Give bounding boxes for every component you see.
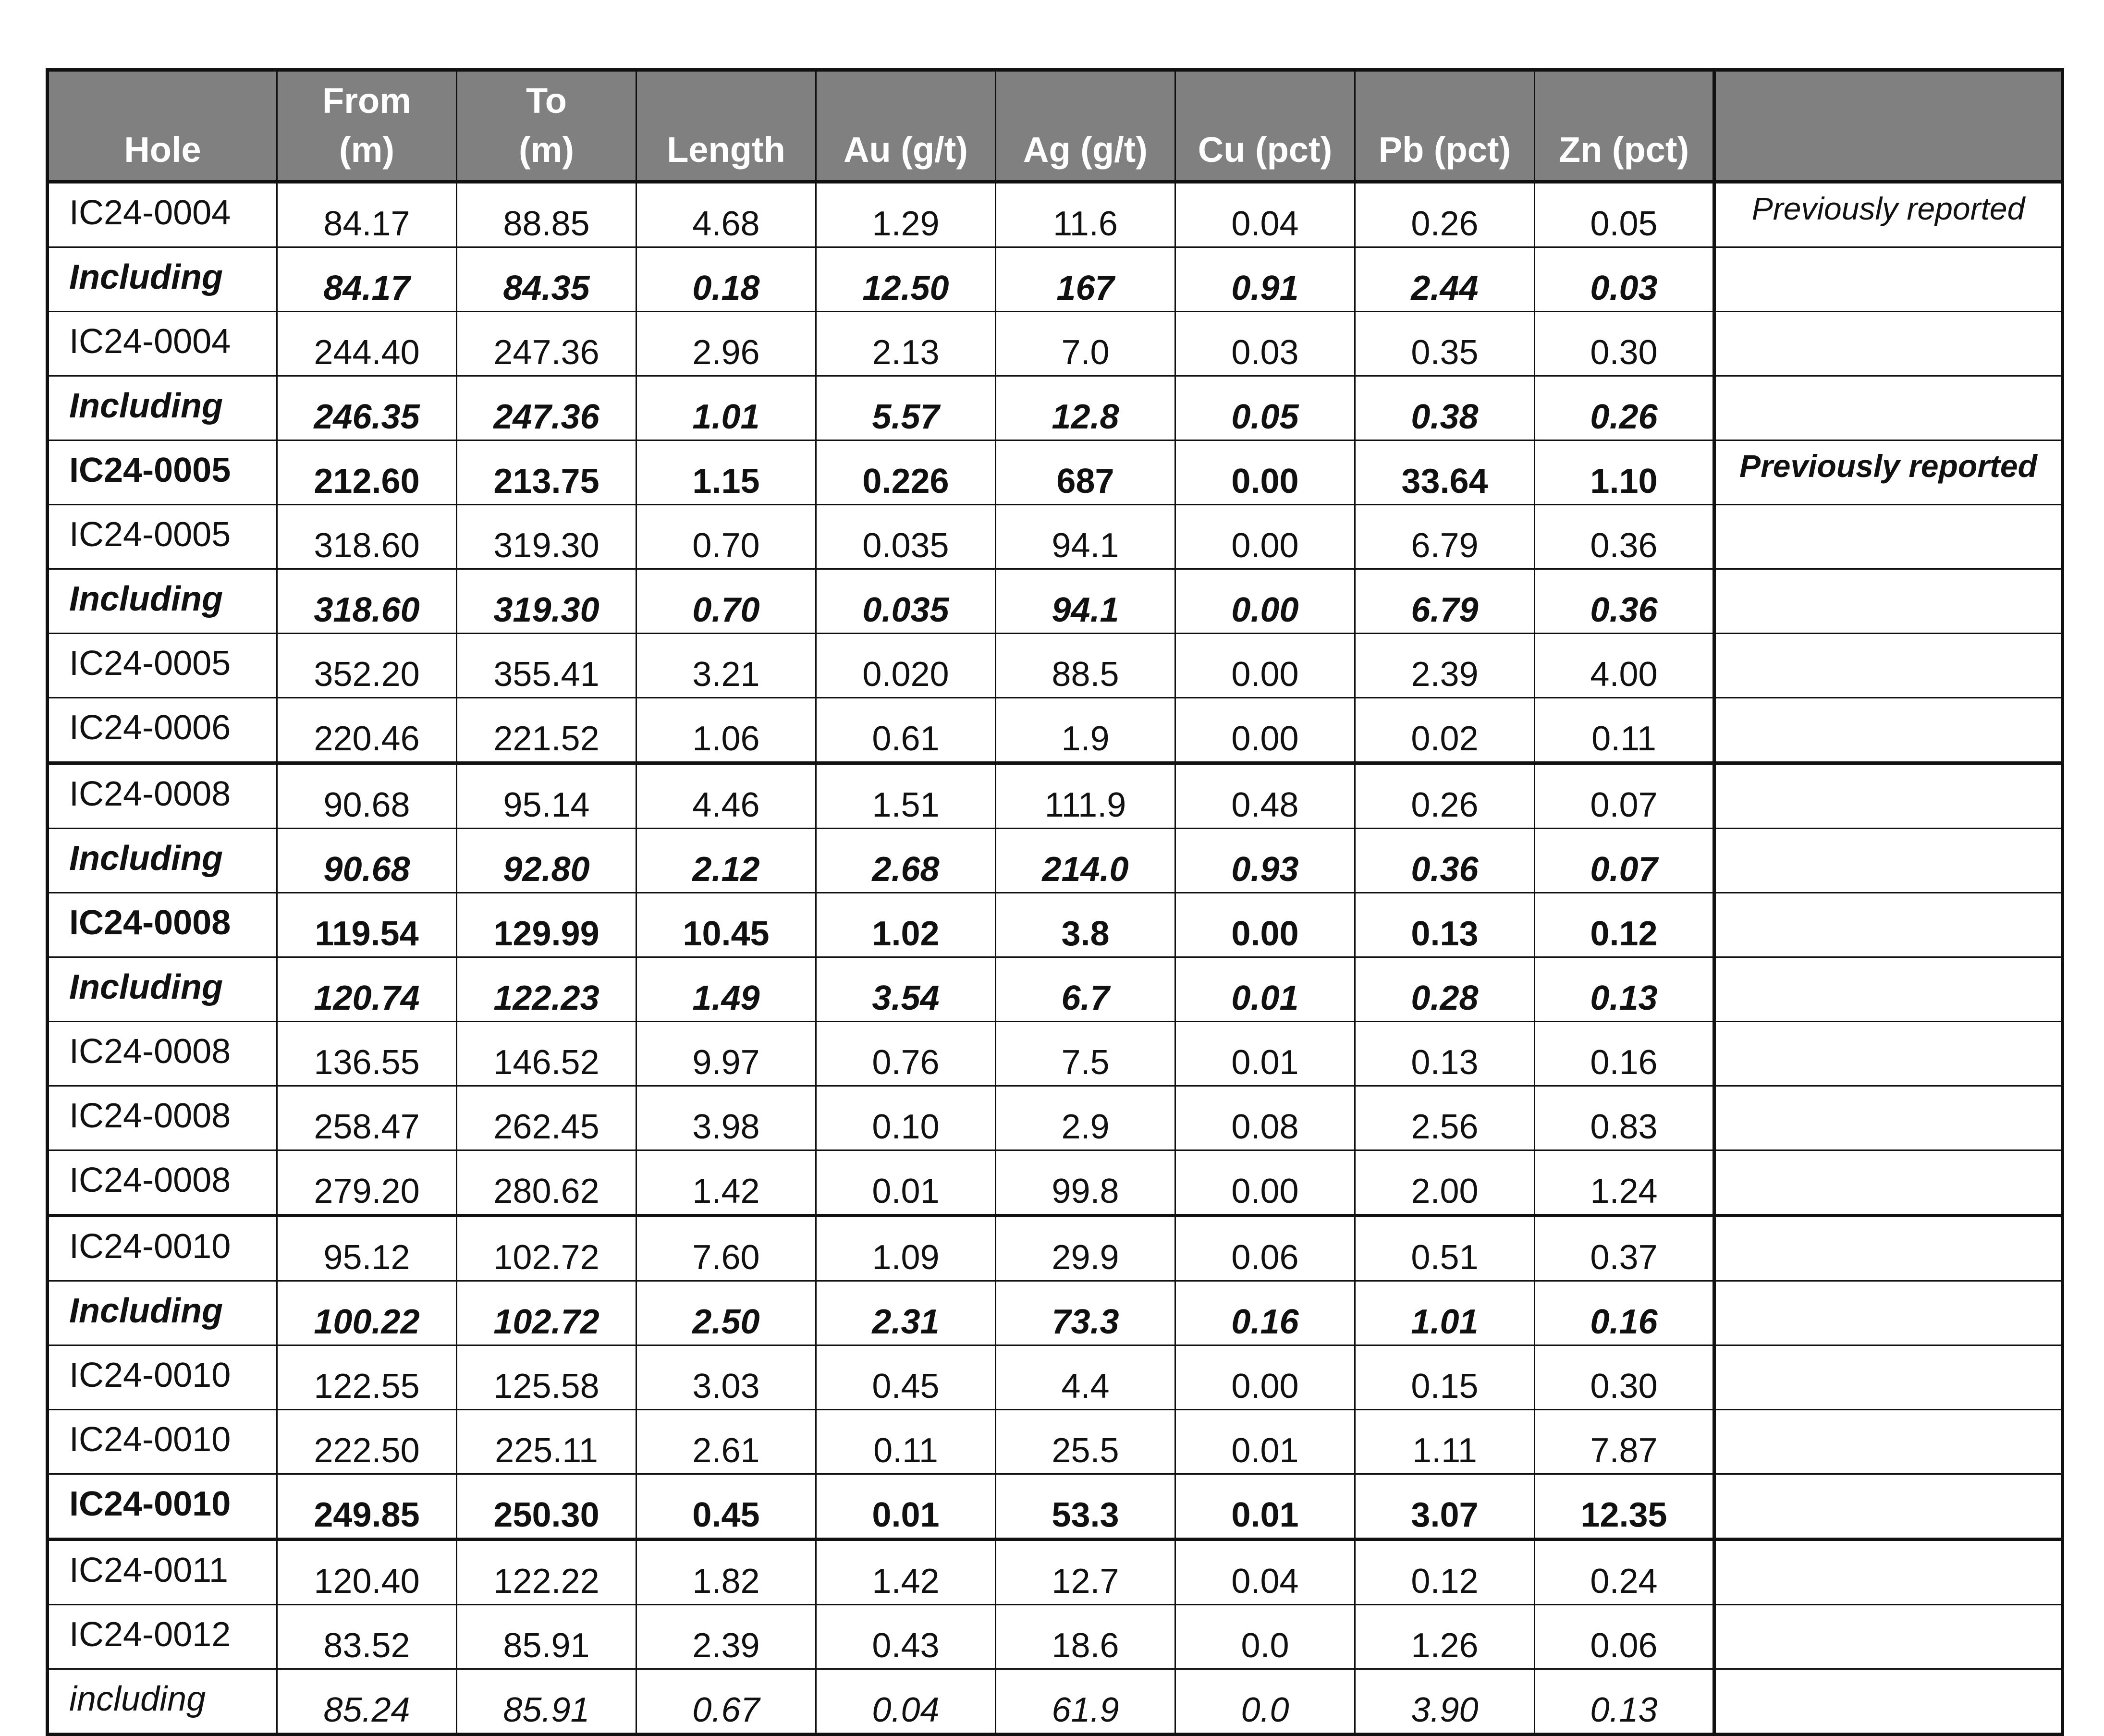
cell-note bbox=[1714, 1605, 2063, 1669]
cell-from: 120.74 bbox=[277, 957, 457, 1022]
cell-to: 213.75 bbox=[457, 440, 636, 505]
cell-length: 2.61 bbox=[636, 1410, 816, 1474]
cell-note bbox=[1714, 505, 2063, 569]
cell-ag: 88.5 bbox=[996, 634, 1175, 698]
table-body bbox=[48, 182, 2063, 1735]
cell-cu: 0.00 bbox=[1175, 505, 1355, 569]
cell-zn: 0.83 bbox=[1535, 1086, 1714, 1150]
cell-cu: 0.16 bbox=[1175, 1281, 1355, 1345]
cell-zn: 0.06 bbox=[1535, 1605, 1714, 1669]
cell-pb: 0.13 bbox=[1355, 1022, 1535, 1086]
cell-cu: 0.06 bbox=[1175, 1216, 1355, 1281]
cell-zn: 0.36 bbox=[1535, 569, 1714, 634]
cell-length: 1.01 bbox=[636, 376, 816, 440]
cell-au: 1.29 bbox=[816, 182, 996, 247]
cell-cu: 0.00 bbox=[1175, 1150, 1355, 1216]
cell-zn: 1.24 bbox=[1535, 1150, 1714, 1216]
cell-from: 136.55 bbox=[277, 1022, 457, 1086]
cell-zn: 0.30 bbox=[1535, 1345, 1714, 1410]
table-row bbox=[48, 1345, 2063, 1410]
table-row bbox=[48, 1410, 2063, 1474]
cell-from: 85.24 bbox=[277, 1669, 457, 1735]
cell-pb: 0.26 bbox=[1355, 182, 1535, 247]
cell-hole: IC24-0004 bbox=[48, 312, 277, 376]
cell-au: 1.02 bbox=[816, 893, 996, 957]
cell-zn: 0.05 bbox=[1535, 182, 1714, 247]
table-row bbox=[48, 634, 2063, 698]
cell-au: 5.57 bbox=[816, 376, 996, 440]
table-row bbox=[48, 1605, 2063, 1669]
cell-ag: 2.9 bbox=[996, 1086, 1175, 1150]
cell-cu: 0.0 bbox=[1175, 1669, 1355, 1735]
cell-from: 279.20 bbox=[277, 1150, 457, 1216]
cell-ag: 7.5 bbox=[996, 1022, 1175, 1086]
cell-zn: 0.13 bbox=[1535, 1669, 1714, 1735]
cell-au: 0.11 bbox=[816, 1410, 996, 1474]
cell-au: 1.09 bbox=[816, 1216, 996, 1281]
cell-pb: 3.90 bbox=[1355, 1669, 1535, 1735]
cell-au: 0.035 bbox=[816, 569, 996, 634]
cell-from: 246.35 bbox=[277, 376, 457, 440]
cell-hole: IC24-0008 bbox=[48, 1086, 277, 1150]
table-row bbox=[48, 182, 2063, 247]
cell-from: 258.47 bbox=[277, 1086, 457, 1150]
cell-hole: IC24-0008 bbox=[48, 763, 277, 829]
cell-to: 122.23 bbox=[457, 957, 636, 1022]
table-row bbox=[48, 763, 2063, 829]
cell-from: 222.50 bbox=[277, 1410, 457, 1474]
cell-pb: 0.35 bbox=[1355, 312, 1535, 376]
cell-hole: including bbox=[48, 1669, 277, 1735]
cell-pb: 2.44 bbox=[1355, 247, 1535, 312]
cell-ag: 6.7 bbox=[996, 957, 1175, 1022]
cell-cu: 0.91 bbox=[1175, 247, 1355, 312]
cell-ag: 687 bbox=[996, 440, 1175, 505]
table-row bbox=[48, 1086, 2063, 1150]
cell-cu: 0.01 bbox=[1175, 1474, 1355, 1540]
cell-to: 102.72 bbox=[457, 1216, 636, 1281]
cell-ag: 7.0 bbox=[996, 312, 1175, 376]
cell-pb: 0.36 bbox=[1355, 829, 1535, 893]
cell-pb: 0.15 bbox=[1355, 1345, 1535, 1410]
cell-au: 0.020 bbox=[816, 634, 996, 698]
cell-hole: Including bbox=[48, 829, 277, 893]
cell-length: 2.39 bbox=[636, 1605, 816, 1669]
cell-from: 84.17 bbox=[277, 182, 457, 247]
cell-hole: IC24-0010 bbox=[48, 1216, 277, 1281]
table-row bbox=[48, 1022, 2063, 1086]
cell-from: 318.60 bbox=[277, 569, 457, 634]
cell-hole: IC24-0005 bbox=[48, 634, 277, 698]
cell-zn: 0.12 bbox=[1535, 893, 1714, 957]
header-from-line2: (m) bbox=[339, 130, 395, 170]
cell-zn: 0.36 bbox=[1535, 505, 1714, 569]
cell-cu: 0.00 bbox=[1175, 634, 1355, 698]
cell-zn: 0.24 bbox=[1535, 1540, 1714, 1605]
cell-pb: 0.38 bbox=[1355, 376, 1535, 440]
cell-to: 221.52 bbox=[457, 698, 636, 763]
cell-note bbox=[1714, 1216, 2063, 1281]
cell-zn: 0.26 bbox=[1535, 376, 1714, 440]
cell-ag: 53.3 bbox=[996, 1474, 1175, 1540]
table-header bbox=[48, 70, 2063, 182]
cell-hole: Including bbox=[48, 569, 277, 634]
cell-to: 129.99 bbox=[457, 893, 636, 957]
cell-note bbox=[1714, 1410, 2063, 1474]
cell-ag: 99.8 bbox=[996, 1150, 1175, 1216]
cell-cu: 0.04 bbox=[1175, 1540, 1355, 1605]
cell-ag: 11.6 bbox=[996, 182, 1175, 247]
cell-ag: 12.7 bbox=[996, 1540, 1175, 1605]
cell-zn: 12.35 bbox=[1535, 1474, 1714, 1540]
cell-length: 1.15 bbox=[636, 440, 816, 505]
cell-note bbox=[1714, 1281, 2063, 1345]
cell-note bbox=[1714, 1474, 2063, 1540]
cell-cu: 0.00 bbox=[1175, 698, 1355, 763]
cell-to: 122.22 bbox=[457, 1540, 636, 1605]
cell-length: 9.97 bbox=[636, 1022, 816, 1086]
cell-note bbox=[1714, 1150, 2063, 1216]
cell-hole: IC24-0011 bbox=[48, 1540, 277, 1605]
cell-from: 220.46 bbox=[277, 698, 457, 763]
cell-to: 125.58 bbox=[457, 1345, 636, 1410]
table-row bbox=[48, 1150, 2063, 1216]
cell-pb: 0.02 bbox=[1355, 698, 1535, 763]
table-row bbox=[48, 1216, 2063, 1281]
cell-cu: 0.00 bbox=[1175, 440, 1355, 505]
table-row bbox=[48, 1281, 2063, 1345]
cell-pb: 1.26 bbox=[1355, 1605, 1535, 1669]
table-row bbox=[48, 376, 2063, 440]
cell-zn: 0.16 bbox=[1535, 1022, 1714, 1086]
header-cu: Cu (pct) bbox=[1175, 70, 1355, 182]
header-au: Au (g/t) bbox=[816, 70, 996, 182]
cell-au: 12.50 bbox=[816, 247, 996, 312]
cell-from: 119.54 bbox=[277, 893, 457, 957]
cell-note bbox=[1714, 1540, 2063, 1605]
cell-to: 85.91 bbox=[457, 1605, 636, 1669]
cell-length: 3.21 bbox=[636, 634, 816, 698]
cell-pb: 1.01 bbox=[1355, 1281, 1535, 1345]
cell-note bbox=[1714, 1086, 2063, 1150]
header-zn: Zn (pct) bbox=[1535, 70, 1714, 182]
cell-cu: 0.01 bbox=[1175, 1410, 1355, 1474]
cell-hole: IC24-0008 bbox=[48, 1022, 277, 1086]
cell-zn: 0.37 bbox=[1535, 1216, 1714, 1281]
table-row bbox=[48, 440, 2063, 505]
cell-to: 84.35 bbox=[457, 247, 636, 312]
cell-au: 0.01 bbox=[816, 1150, 996, 1216]
cell-cu: 0.08 bbox=[1175, 1086, 1355, 1150]
cell-au: 0.035 bbox=[816, 505, 996, 569]
cell-to: 280.62 bbox=[457, 1150, 636, 1216]
cell-from: 83.52 bbox=[277, 1605, 457, 1669]
cell-length: 1.49 bbox=[636, 957, 816, 1022]
cell-cu: 0.05 bbox=[1175, 376, 1355, 440]
cell-cu: 0.03 bbox=[1175, 312, 1355, 376]
cell-to: 250.30 bbox=[457, 1474, 636, 1540]
cell-to: 355.41 bbox=[457, 634, 636, 698]
cell-zn: 0.16 bbox=[1535, 1281, 1714, 1345]
cell-from: 84.17 bbox=[277, 247, 457, 312]
cell-length: 2.50 bbox=[636, 1281, 816, 1345]
table-row bbox=[48, 1474, 2063, 1540]
table-row bbox=[48, 698, 2063, 763]
cell-to: 102.72 bbox=[457, 1281, 636, 1345]
cell-from: 244.40 bbox=[277, 312, 457, 376]
header-to-line2: (m) bbox=[518, 130, 575, 170]
cell-ag: 29.9 bbox=[996, 1216, 1175, 1281]
cell-from: 352.20 bbox=[277, 634, 457, 698]
cell-length: 2.96 bbox=[636, 312, 816, 376]
cell-from: 120.40 bbox=[277, 1540, 457, 1605]
cell-ag: 4.4 bbox=[996, 1345, 1175, 1410]
cell-note bbox=[1714, 1345, 2063, 1410]
cell-pb: 1.11 bbox=[1355, 1410, 1535, 1474]
cell-length: 4.46 bbox=[636, 763, 816, 829]
table-row bbox=[48, 505, 2063, 569]
cell-au: 0.226 bbox=[816, 440, 996, 505]
cell-hole: IC24-0008 bbox=[48, 893, 277, 957]
cell-note: Previously reported bbox=[1714, 182, 2063, 247]
cell-pb: 3.07 bbox=[1355, 1474, 1535, 1540]
table-row bbox=[48, 957, 2063, 1022]
cell-pb: 0.28 bbox=[1355, 957, 1535, 1022]
cell-note bbox=[1714, 247, 2063, 312]
cell-from: 90.68 bbox=[277, 829, 457, 893]
cell-to: 247.36 bbox=[457, 376, 636, 440]
cell-note: Previously reported bbox=[1714, 440, 2063, 505]
cell-length: 1.82 bbox=[636, 1540, 816, 1605]
cell-hole: Including bbox=[48, 957, 277, 1022]
cell-pb: 33.64 bbox=[1355, 440, 1535, 505]
cell-hole: Including bbox=[48, 247, 277, 312]
cell-length: 0.45 bbox=[636, 1474, 816, 1540]
cell-note bbox=[1714, 1022, 2063, 1086]
cell-hole: Including bbox=[48, 1281, 277, 1345]
header-length: Length bbox=[636, 70, 816, 182]
cell-to: 92.80 bbox=[457, 829, 636, 893]
cell-zn: 4.00 bbox=[1535, 634, 1714, 698]
cell-hole: IC24-0004 bbox=[48, 182, 277, 247]
cell-zn: 0.07 bbox=[1535, 829, 1714, 893]
cell-ag: 1.9 bbox=[996, 698, 1175, 763]
cell-note bbox=[1714, 893, 2063, 957]
cell-hole: IC24-0008 bbox=[48, 1150, 277, 1216]
cell-note bbox=[1714, 957, 2063, 1022]
cell-note bbox=[1714, 1669, 2063, 1735]
cell-zn: 0.07 bbox=[1535, 763, 1714, 829]
cell-from: 122.55 bbox=[277, 1345, 457, 1410]
table-row bbox=[48, 893, 2063, 957]
cell-length: 1.06 bbox=[636, 698, 816, 763]
cell-length: 0.70 bbox=[636, 569, 816, 634]
cell-au: 0.61 bbox=[816, 698, 996, 763]
cell-to: 95.14 bbox=[457, 763, 636, 829]
cell-from: 318.60 bbox=[277, 505, 457, 569]
cell-length: 2.12 bbox=[636, 829, 816, 893]
cell-from: 95.12 bbox=[277, 1216, 457, 1281]
cell-hole: IC24-0010 bbox=[48, 1410, 277, 1474]
header-from-line1: From bbox=[322, 81, 411, 121]
header-pb: Pb (pct) bbox=[1355, 70, 1535, 182]
cell-from: 90.68 bbox=[277, 763, 457, 829]
cell-pb: 6.79 bbox=[1355, 569, 1535, 634]
cell-ag: 25.5 bbox=[996, 1410, 1175, 1474]
cell-au: 2.31 bbox=[816, 1281, 996, 1345]
cell-length: 0.18 bbox=[636, 247, 816, 312]
cell-to: 247.36 bbox=[457, 312, 636, 376]
cell-zn: 0.13 bbox=[1535, 957, 1714, 1022]
cell-au: 0.43 bbox=[816, 1605, 996, 1669]
cell-au: 1.42 bbox=[816, 1540, 996, 1605]
cell-pb: 0.13 bbox=[1355, 893, 1535, 957]
cell-cu: 0.0 bbox=[1175, 1605, 1355, 1669]
table-row bbox=[48, 1669, 2063, 1735]
header-notes bbox=[1714, 70, 2063, 182]
cell-to: 225.11 bbox=[457, 1410, 636, 1474]
cell-pb: 0.51 bbox=[1355, 1216, 1535, 1281]
cell-ag: 12.8 bbox=[996, 376, 1175, 440]
cell-cu: 0.00 bbox=[1175, 569, 1355, 634]
cell-note bbox=[1714, 763, 2063, 829]
cell-hole: IC24-0005 bbox=[48, 505, 277, 569]
cell-zn: 7.87 bbox=[1535, 1410, 1714, 1474]
cell-length: 4.68 bbox=[636, 182, 816, 247]
cell-pb: 2.39 bbox=[1355, 634, 1535, 698]
cell-cu: 0.93 bbox=[1175, 829, 1355, 893]
cell-ag: 214.0 bbox=[996, 829, 1175, 893]
cell-zn: 0.30 bbox=[1535, 312, 1714, 376]
cell-note bbox=[1714, 634, 2063, 698]
cell-note bbox=[1714, 698, 2063, 763]
cell-au: 0.01 bbox=[816, 1474, 996, 1540]
header-to bbox=[457, 70, 636, 182]
table-row bbox=[48, 829, 2063, 893]
cell-length: 1.42 bbox=[636, 1150, 816, 1216]
header-ag: Ag (g/t) bbox=[996, 70, 1175, 182]
cell-note bbox=[1714, 829, 2063, 893]
header-from bbox=[277, 70, 457, 182]
cell-hole: IC24-0010 bbox=[48, 1474, 277, 1540]
cell-ag: 73.3 bbox=[996, 1281, 1175, 1345]
cell-zn: 0.11 bbox=[1535, 698, 1714, 763]
cell-length: 3.98 bbox=[636, 1086, 816, 1150]
cell-ag: 167 bbox=[996, 247, 1175, 312]
cell-cu: 0.04 bbox=[1175, 182, 1355, 247]
cell-pb: 6.79 bbox=[1355, 505, 1535, 569]
table-row bbox=[48, 312, 2063, 376]
cell-ag: 94.1 bbox=[996, 505, 1175, 569]
cell-ag: 111.9 bbox=[996, 763, 1175, 829]
cell-cu: 0.01 bbox=[1175, 957, 1355, 1022]
cell-to: 319.30 bbox=[457, 505, 636, 569]
cell-note bbox=[1714, 569, 2063, 634]
table-row bbox=[48, 1540, 2063, 1605]
header-hole: Hole bbox=[48, 70, 277, 182]
cell-to: 319.30 bbox=[457, 569, 636, 634]
cell-cu: 0.01 bbox=[1175, 1022, 1355, 1086]
cell-length: 10.45 bbox=[636, 893, 816, 957]
cell-au: 0.76 bbox=[816, 1022, 996, 1086]
table-row bbox=[48, 569, 2063, 634]
cell-cu: 0.00 bbox=[1175, 1345, 1355, 1410]
cell-zn: 0.03 bbox=[1535, 247, 1714, 312]
cell-au: 1.51 bbox=[816, 763, 996, 829]
cell-au: 2.68 bbox=[816, 829, 996, 893]
cell-cu: 0.00 bbox=[1175, 893, 1355, 957]
cell-au: 2.13 bbox=[816, 312, 996, 376]
cell-au: 0.45 bbox=[816, 1345, 996, 1410]
cell-length: 7.60 bbox=[636, 1216, 816, 1281]
cell-length: 0.67 bbox=[636, 1669, 816, 1735]
cell-hole: IC24-0006 bbox=[48, 698, 277, 763]
cell-au: 3.54 bbox=[816, 957, 996, 1022]
cell-note bbox=[1714, 312, 2063, 376]
cell-hole: Including bbox=[48, 376, 277, 440]
cell-to: 262.45 bbox=[457, 1086, 636, 1150]
cell-cu: 0.48 bbox=[1175, 763, 1355, 829]
cell-pb: 0.26 bbox=[1355, 763, 1535, 829]
cell-from: 100.22 bbox=[277, 1281, 457, 1345]
table-row bbox=[48, 247, 2063, 312]
cell-length: 0.70 bbox=[636, 505, 816, 569]
cell-to: 146.52 bbox=[457, 1022, 636, 1086]
cell-ag: 3.8 bbox=[996, 893, 1175, 957]
header-row bbox=[48, 70, 2063, 182]
cell-pb: 2.56 bbox=[1355, 1086, 1535, 1150]
cell-hole: IC24-0012 bbox=[48, 1605, 277, 1669]
header-to-line1: To bbox=[526, 81, 567, 121]
cell-pb: 2.00 bbox=[1355, 1150, 1535, 1216]
cell-ag: 94.1 bbox=[996, 569, 1175, 634]
assay-results-table bbox=[46, 68, 2064, 1736]
cell-from: 212.60 bbox=[277, 440, 457, 505]
cell-pb: 0.12 bbox=[1355, 1540, 1535, 1605]
cell-zn: 1.10 bbox=[1535, 440, 1714, 505]
cell-hole: IC24-0010 bbox=[48, 1345, 277, 1410]
cell-from: 249.85 bbox=[277, 1474, 457, 1540]
cell-ag: 61.9 bbox=[996, 1669, 1175, 1735]
cell-au: 0.04 bbox=[816, 1669, 996, 1735]
cell-hole: IC24-0005 bbox=[48, 440, 277, 505]
cell-length: 3.03 bbox=[636, 1345, 816, 1410]
cell-to: 88.85 bbox=[457, 182, 636, 247]
cell-note bbox=[1714, 376, 2063, 440]
cell-to: 85.91 bbox=[457, 1669, 636, 1735]
cell-au: 0.10 bbox=[816, 1086, 996, 1150]
cell-ag: 18.6 bbox=[996, 1605, 1175, 1669]
